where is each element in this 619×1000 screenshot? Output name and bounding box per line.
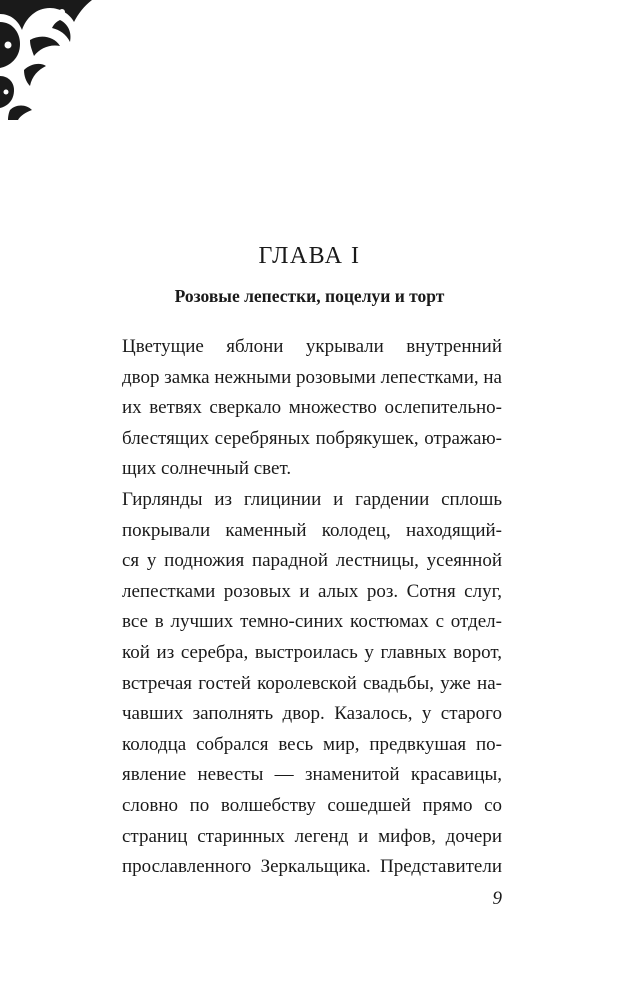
text-line: их ветвях сверкало множество ослепительно- [122,397,502,419]
text-line: словно по волшебству сошедшей прямо со [122,794,502,816]
page-number: 9 [492,888,502,909]
text-line: явление невесты — знаменитой красавицы, [122,764,502,786]
text-line: щих солнечный свет. [122,458,292,480]
text-line: все в лучших темно-синих костюмах с отдел- [122,611,502,633]
text-line: чавших заполнять двор. Казалось, у старого [122,703,502,725]
text-line: встречая гостей королевской свадьбы, уже на- [122,672,502,694]
text-line: Цветущие яблони укрывали внутренний [122,336,502,357]
text-line: двор замка нежными розовыми лепестками, на [122,366,502,388]
paragraph-2 [122,485,502,883]
text-line: кой из серебра, выстроилась у главных ворот, [122,641,502,663]
chapter-label: ГЛАВА I [258,243,361,269]
text-line: ся у подножия парадной лестницы, усеянной [122,550,502,572]
text-line: покрывали каменный колодец, находящий- [122,519,502,541]
chapter-title: Розовые лепестки, поцелуи и торт [174,286,445,306]
body-text [122,332,502,883]
paragraph-1 [122,332,502,485]
text-line: блестящих серебряных побрякушек, отражаю- [122,427,502,449]
text-line: колодца собрался весь мир, предвкушая по- [122,733,502,755]
text-line: прославленного Зеркальщика. Представители [122,856,502,878]
text-line: страниц старинных легенд и мифов, дочери [122,825,502,847]
corner-ornament-icon [0,0,92,120]
text-line: Гирлянды из глицинии и гардении сплошь [122,488,502,510]
text-line: лепестками розовых и алых роз. Сотня слуг, [122,580,502,602]
